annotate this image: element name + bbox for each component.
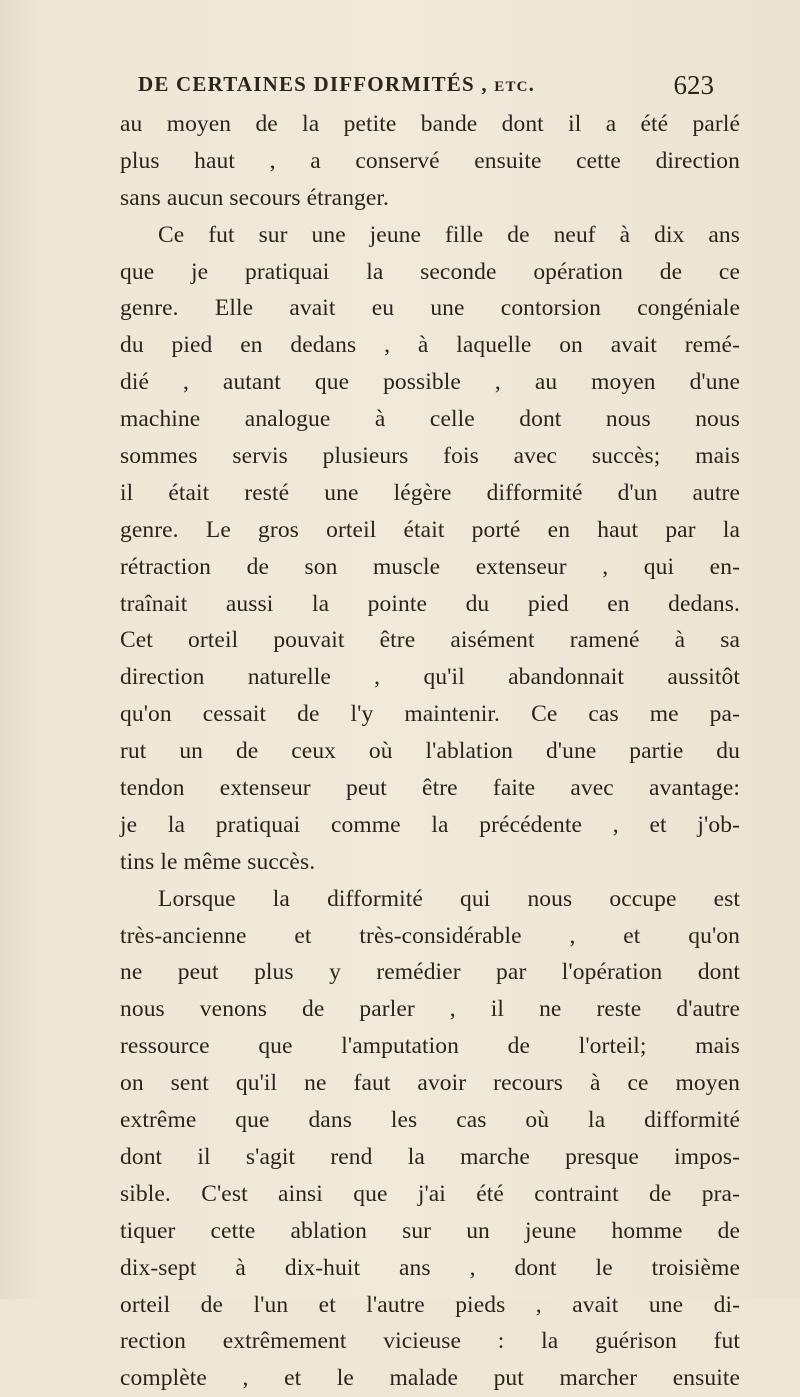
text-line: que je pratiquai la seconde opération de ce [120, 258, 740, 285]
text-line: tiquer cette ablation sur un jeune homme de [120, 1217, 740, 1244]
text-line: sible. C'est ainsi que j'ai été contraint de pra- [120, 1180, 740, 1207]
text-line: du pied en dedans , à laquelle on avait remé- [120, 332, 740, 359]
text-line: orteil de l'un et l'autre pieds , avait une di- [120, 1291, 740, 1318]
text-line: nous venons de parler , il ne reste d'autre [120, 996, 740, 1023]
text-line: Ce fut sur une jeune fille de neuf à dix ans [158, 221, 740, 248]
body-text [120, 106, 740, 1397]
text-line: il était resté une légère difformité d'un autre [120, 479, 740, 506]
text-line: complète , et le malade put marcher ensuite [120, 1365, 740, 1392]
text-line: direction naturelle , qu'il abandonnait aussitôt [120, 664, 740, 691]
text-line: genre. Elle avait eu une contorsion congéniale [120, 295, 740, 322]
text-line: on sent qu'il ne faut avoir recours à ce moyen [120, 1070, 740, 1097]
text-line: genre. Le gros orteil était porté en haut par la [120, 516, 740, 543]
text-line: sommes servis plusieurs fois avec succès; mais [120, 443, 740, 470]
text-line: dont il s'agit rend la marche presque impos- [120, 1143, 740, 1170]
text-line: qu'on cessait de l'y maintenir. Ce cas me pa- [120, 701, 740, 728]
text-line: plus haut , a conservé ensuite cette direction [120, 147, 740, 174]
text-line: rétraction de son muscle extenseur , qui en- [120, 553, 740, 580]
text-line: dié , autant que possible , au moyen d'une [120, 369, 740, 396]
running-head: DE CERTAINES DIFFORMITÉS , etc. [138, 72, 536, 96]
text-line: ressource que l'amputation de l'orteil; mais [120, 1033, 740, 1060]
text-line: traînait aussi la pointe du pied en dedans. [120, 590, 740, 617]
page-header [120, 70, 720, 106]
text-line: dix-sept à dix-huit ans , dont le troisième [120, 1254, 740, 1281]
text-line: rut un de ceux où l'ablation d'une partie du [120, 738, 740, 765]
text-line: tins le même succès. [120, 848, 316, 875]
text-line: Cet orteil pouvait être aisément ramené à sa [120, 627, 740, 654]
text-line: ne peut plus y remédier par l'opération dont [120, 959, 740, 986]
text-line: je la pratiquai comme la précédente , et j'ob- [120, 811, 740, 838]
text-line: au moyen de la petite bande dont il a été parlé [120, 111, 740, 137]
text-line: très-ancienne et très-considérable , et qu'on [120, 922, 740, 949]
text-line: extrême que dans les cas où la difformité [120, 1107, 740, 1134]
text-line: machine analogue à celle dont nous nous [120, 406, 740, 433]
text-line: Lorsque la difformité qui nous occupe est [158, 885, 740, 912]
text-line: tendon extenseur peut être faite avec avantage: [120, 775, 740, 802]
page-number: 623 [673, 70, 714, 100]
text-line: sans aucun secours étranger. [120, 184, 390, 211]
text-line: rection extrêmement vicieuse : la guérison fut [120, 1328, 740, 1355]
